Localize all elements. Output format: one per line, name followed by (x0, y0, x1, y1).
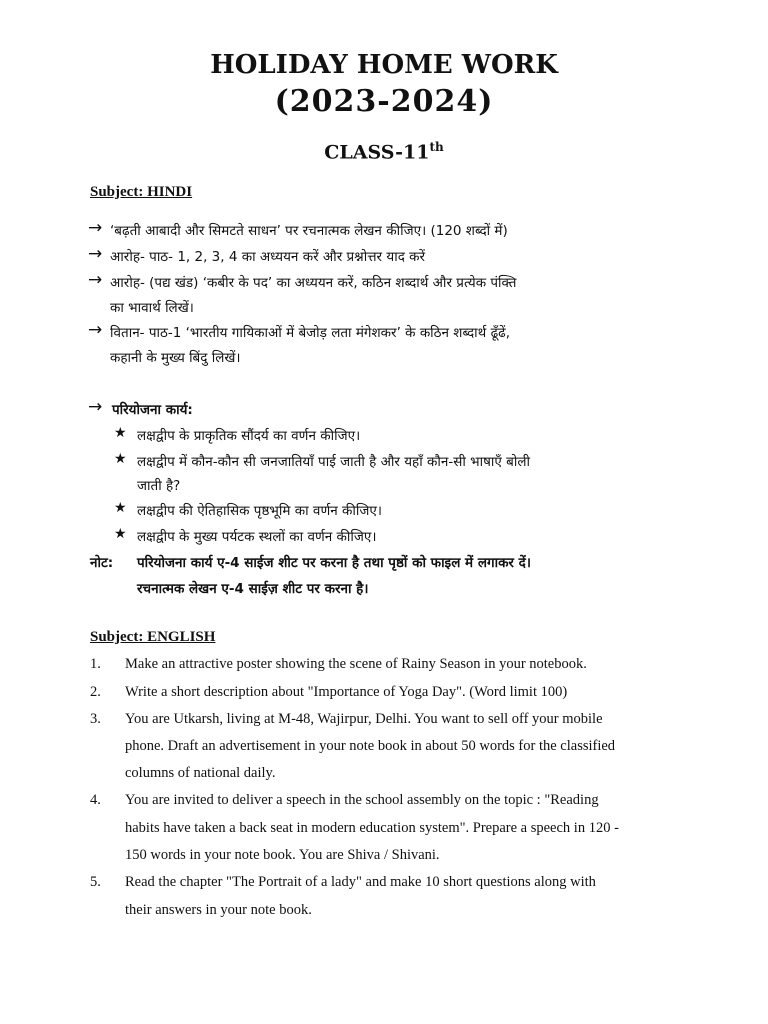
english-item-5-line-2: their answers in your note book. (125, 902, 312, 918)
note-label: नोट: (90, 555, 114, 571)
project-item-4: लक्षद्वीप के मुख्य पर्यटक स्थलों का वर्णन कीजिए। (137, 529, 377, 545)
note-line-1: परियोजना कार्य ए-4 साईज शीट पर करना है तथा पृष्ठों को फाइल में लगाकर दें। (137, 555, 531, 571)
english-item-5-line-1: Read the chapter "The Portrait of a lady" and make 10 short questions along with (125, 874, 596, 890)
hindi-item-4-line-1: वितान- पाठ-1 ‘भारतीय गायिकाओं में बेजोड़ लता मंगेशकर’ के कठिन शब्दार्थ ढूँढें, (110, 325, 511, 341)
star-bullet-icon: ★ (114, 451, 127, 467)
arrow-icon: → (88, 218, 103, 238)
english-item-4-line-1: You are invited to deliver a speech in the school assembly on the topic : "Reading (125, 792, 599, 808)
class-label: CLASS-11 (324, 141, 430, 164)
english-item-number: 2. (90, 684, 101, 700)
english-item-number: 5. (90, 874, 101, 890)
class-superscript: th (429, 140, 444, 154)
hindi-item-2: आरोह- पाठ- 1, 2, 3, 4 का अध्ययन करें और प्रश्नोत्तर याद करें (110, 249, 426, 265)
english-item-4-line-3: 150 words in your note book. You are Shiva / Shivani. (125, 847, 440, 863)
arrow-icon: → (88, 320, 103, 340)
star-bullet-icon: ★ (114, 526, 127, 542)
subject-english-heading: Subject: ENGLISH (90, 629, 216, 645)
hindi-item-1: ‘बढ़ती आबादी और सिमटते साधन’ पर रचनात्मक लेखन कीजिए। (120 शब्दों में) (110, 223, 508, 239)
project-item-2-line-1: लक्षद्वीप में कौन-कौन सी जनजातियाँ पाई जाती है और यहाँ कौन-सी भाषाएँ बोली (137, 454, 531, 470)
document-title: HOLIDAY HOME WORK (210, 50, 558, 80)
subject-hindi-heading: Subject: HINDI (90, 184, 193, 200)
arrow-icon: → (88, 270, 103, 290)
english-item-number: 4. (90, 792, 101, 808)
session-year: (2023-2024) (274, 84, 494, 119)
project-item-1: लक्षद्वीप के प्राकृतिक सौंदर्य का वर्णन कीजिए। (137, 428, 361, 444)
arrow-icon: → (88, 244, 103, 264)
english-item-3-line-1: You are Utkarsh, living at M-48, Wajirpur, Delhi. You want to sell off your mobile (125, 711, 603, 727)
project-heading: परियोजना कार्य: (112, 402, 193, 418)
hindi-item-3-line-1: आरोह- (पद्य खंड) ‘कबीर के पद’ का अध्ययन करें, कठिन शब्दार्थ और प्रत्येक पंक्ति (110, 275, 517, 291)
star-bullet-icon: ★ (114, 425, 127, 441)
project-item-3: लक्षद्वीप की ऐतिहासिक पृष्ठभूमि का वर्णन कीजिए। (137, 503, 382, 519)
english-item-1: Make an attractive poster showing the scene of Rainy Season in your notebook. (125, 656, 587, 672)
arrow-icon: → (88, 397, 103, 417)
english-item-2: Write a short description about "Importance of Yoga Day". (Word limit 100) (125, 684, 568, 700)
english-item-3-line-2: phone. Draft an advertisement in your note book in about 50 words for the classified (125, 738, 616, 754)
english-item-number: 3. (90, 711, 101, 727)
class-heading (0, 140, 768, 163)
project-item-2-line-2: जाती है? (137, 478, 181, 494)
hindi-item-4-line-2: कहानी के मुख्य बिंदु लिखें। (110, 350, 241, 366)
english-item-3-line-3: columns of national daily. (125, 765, 276, 781)
english-item-number: 1. (90, 656, 101, 672)
star-bullet-icon: ★ (114, 500, 127, 516)
english-item-4-line-2: habits have taken a back seat in modern education system". Prepare a speech in 120 - (125, 820, 619, 836)
hindi-item-3-line-2: का भावार्थ लिखें। (110, 300, 194, 316)
note-line-2: रचनात्मक लेखन ए-4 साईज़ शीट पर करना है। (137, 581, 369, 597)
